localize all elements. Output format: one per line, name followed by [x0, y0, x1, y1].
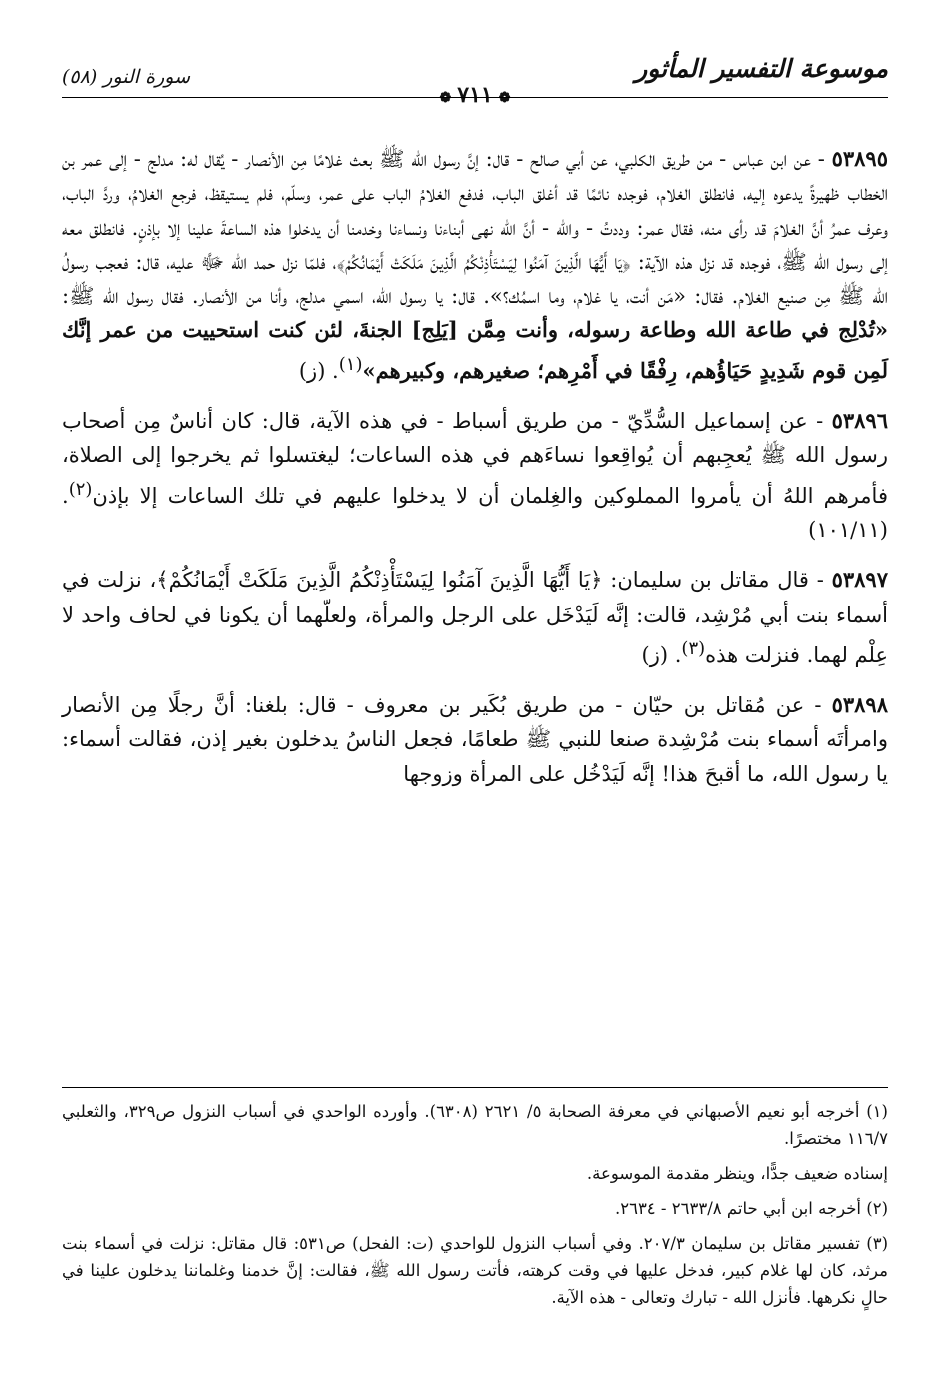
- footnote: إسناده ضعيف جدًّا، وينظر مقدمة الموسوعة.: [586, 1164, 888, 1183]
- footnote-ref: (٣): [681, 637, 706, 659]
- narration-number: ٥٣٨٩٧: [831, 567, 888, 593]
- narration-tail: . (١٠١/١١): [62, 483, 888, 542]
- narration-text: - عن ابن عباس - من طريق الكلبي، عن أبي صالح - قال: إنَّ رسول الله ﷺ بعث غلامًا مِن الأنصار - يُقال له: مدلج - إلى عمر بن الخطاب ظهيرةً يدعوه إليه، فانطلق الغلام، فوجده نائمًا قد أغلق الباب، فدفع الغلامُ الباب على عمر، وسلّم، فلم يستيقظ، فرجع الغلامُ، وردَّ الباب، وعرف عمرُ أنَّ الغلامَ قد رأى منه، فقال عمر: وددتُ - والله - أنَّ الله نهى أبناءنا ونساءنا وخدمنا أن يدخلوا هذه الساعةَ علينا إلا بإذنٍ. فانطلق معه إلى رسول الله ﷺ، فوجده قد نزل هذه الآية: ﴿يَا أَيُّهَا الَّذِينَ آمَنُوا لِيَسْتَأْذِنْكُمُ الَّذِينَ مَلَكَتْ أَيْمَانُكُمْ﴾، فلمّا نزل حمد الله ﷻ عليه، قال: فعجب رسولُ الله ﷺ مِن صنيع الغلام. فقال: «مَن أنت، يا غلام، وما اسمُك؟». قال: يا رسول الله، اسمي مدلج، وأنا من الأنصار. فقال رسول الله ﷺ:: [62, 147, 888, 309]
- ornament-icon: ❁: [439, 90, 452, 106]
- narration-number: ٥٣٨٩٨: [831, 692, 888, 718]
- narration-text: - عن مُقاتل بن حيّان - من طريق بُكَير بن معروف - قال: بلغنا: أنَّ رجلًا مِن الأنصار وامرأتَه أسماء بنت مُرْشِدة صنعا للنبي ﷺ طعامًا، فجعل الناسُ يدخلون بغير إذن، فقالت أسماء: يا رسول الله، ما أقبحَ هذا! إنَّه لَيَدْخُل على المرأة وزوجها: [62, 693, 888, 786]
- hadith-quote: «تُدْلِج في طاعة الله وطاعة رسوله، وأنت مِمَّن [يَلِج] الجنةَ، لئن كنت استحييت من عمر إنَّك لَمِن قوم شَدِيدٍ حَيَاؤُهم، رِفْقًا في أَمْرِهم؛ صغيرهم، وكبيرهم»: [62, 317, 888, 383]
- narration-number: ٥٣٨٩٦: [831, 408, 888, 434]
- footnote-ref: (٢): [68, 478, 93, 500]
- narration-paragraph: [62, 404, 888, 547]
- footnote: (٢) أخرجه ابن أبي حاتم ٢٦٣٣/٨ - ٢٦٣٤.: [614, 1199, 888, 1218]
- footnote-ref: (١): [338, 353, 363, 375]
- ornament-icon: ❁: [498, 90, 511, 106]
- narration-paragraph: [62, 688, 888, 791]
- footnotes: [62, 1087, 888, 1319]
- narration-number: ٥٣٨٩٥: [831, 146, 888, 171]
- surah-label: سورة النور (٥٨): [62, 66, 190, 88]
- page-header: [62, 52, 888, 108]
- footnote: (٣) تفسير مقاتل بن سليمان ٢٠٧/٣. وفي أسباب النزول للواحدي (ت: الفحل) ص٥٣١: قال مقاتل: نزلت في أسماء بنت مرثد، كان لها غلام كبير، فدخل عليها في وقت كرهته، فأتت رسول الله ﷺ، فقالت: إنَّ خدمنا وغلماننا يدخلون علينا في حالٍ نكرهها. فأنزل الله - تبارك وتعالى - هذه الآية.: [62, 1234, 888, 1307]
- header-divider: [62, 97, 888, 98]
- narration-paragraph: [62, 563, 888, 672]
- narration-tail: . (ز): [641, 642, 682, 667]
- book-title: موسوعة التفسير المأثور: [635, 54, 888, 83]
- narration-text: - قال مقاتل بن سليمان: ﴿يَا أَيُّهَا الَّذِينَ آمَنُوا لِيَسْتَأْذِنْكُمُ الَّذِينَ مَلَكَتْ أَيْمَانُكُمْ﴾، نزلت في أسماء بنت أبي مُرْشِد، قالت: إنَّه لَيَدْخَل على الرجل والمرأة، ولعلّهما أن يكونا في لحاف واحد لا عِلْم لهما. فنزلت هذه: [62, 568, 888, 667]
- footnote: (١) أخرجه أبو نعيم الأصبهاني في معرفة الصحابة ٥/ ٢٦٢١ (٦٣٠٨). وأورده الواحدي في أسباب النزول ص٣٢٩، والثعلبي ١١٦/٧ مختصرًا.: [62, 1102, 888, 1148]
- narration-tail: . (ز): [298, 358, 339, 383]
- document-page: [62, 52, 888, 1352]
- page-number: ٧١١: [457, 82, 493, 108]
- main-text: [62, 142, 888, 807]
- narration-text: - عن إسماعيل السُّدِّيّ - من طريق أسباط - في هذه الآية، قال: كان أناسٌ مِن أصحاب رسول الله ﷺ يُعجِبهم أن يُواقِعوا نساءَهم في هذه الساعات؛ ليغتسلوا ثم يخرجوا إلى الصلاة، فأمرهم اللهُ أن يأمروا المملوكين والغِلمان أن لا يدخلوا عليهم في تلك الساعات إلا بإذن: [62, 409, 888, 508]
- narration-paragraph: [62, 142, 888, 388]
